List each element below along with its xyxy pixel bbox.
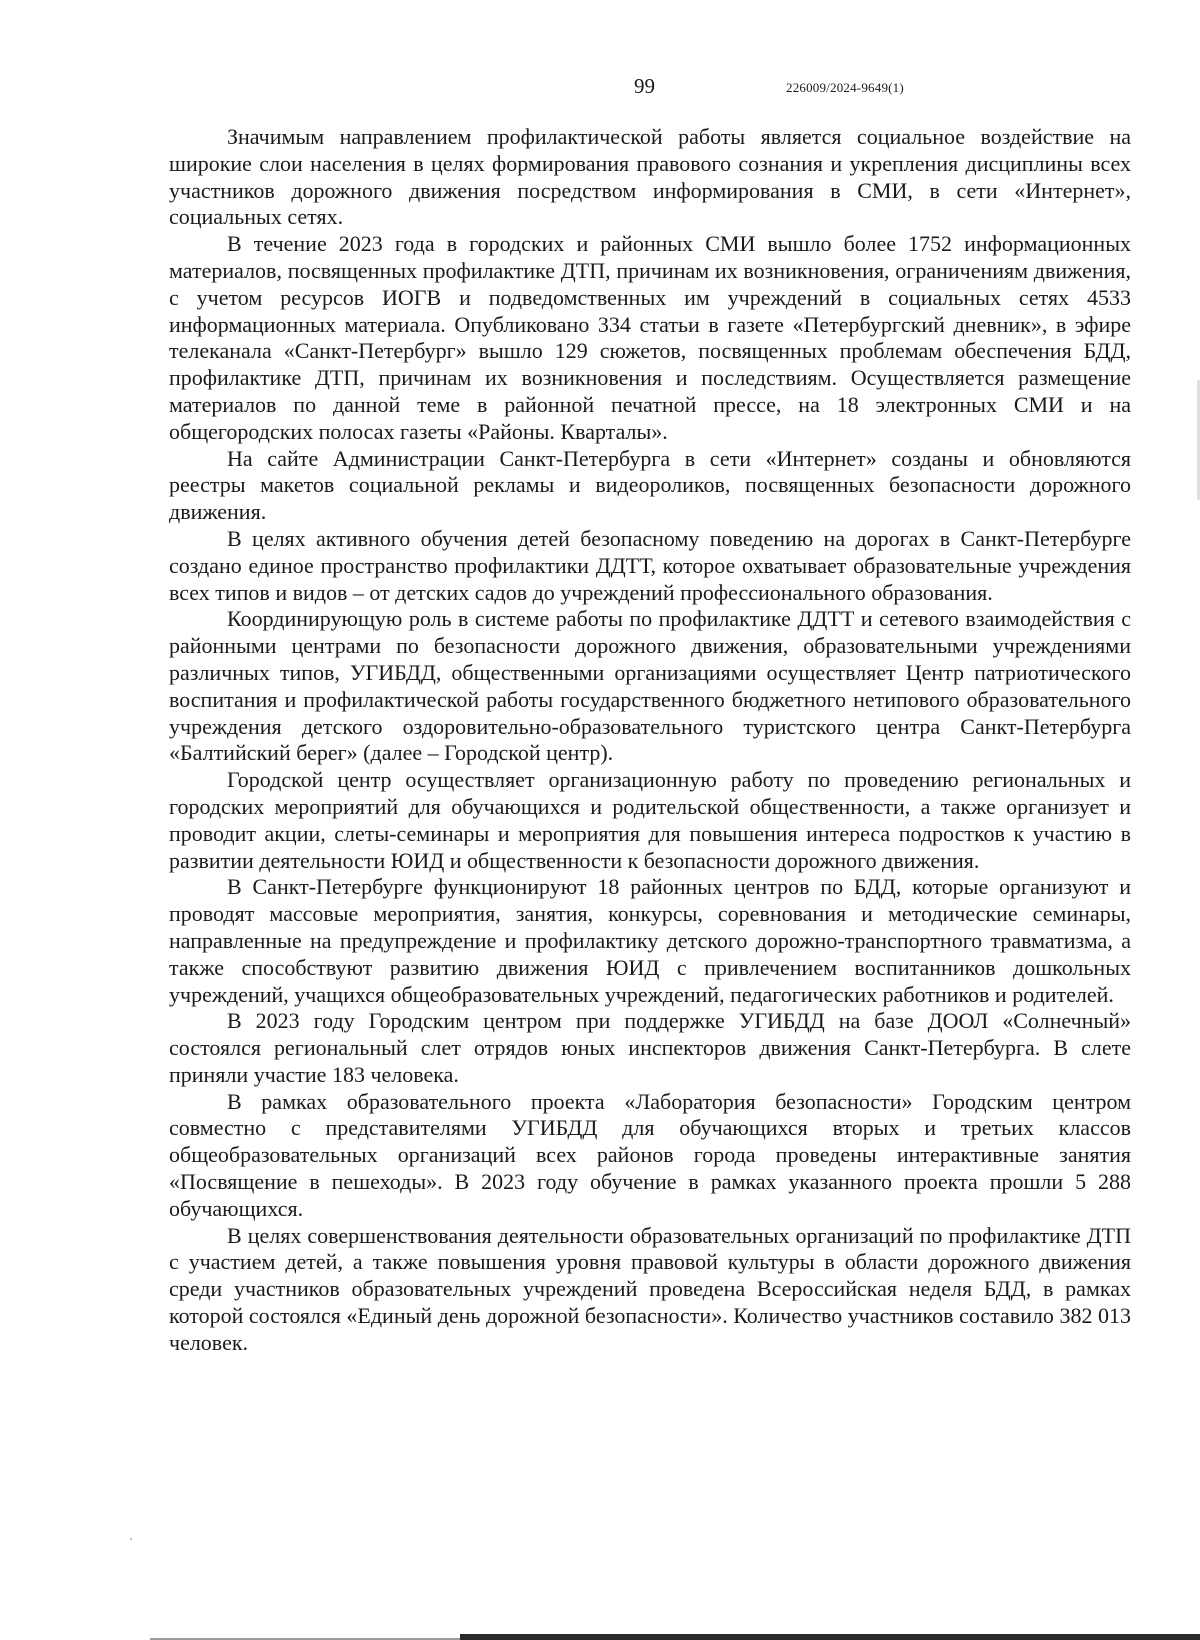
scan-bottom-edge bbox=[460, 1634, 1200, 1640]
paragraph: В течение 2023 года в городских и районных СМИ вышло более 1752 информационных материалов, посвященных профилактике ДТП, причинам их возникновения, ограничениям движения, с учетом ресурсов ИОГВ и подведомственных им учреждений в социальных сетях 4533 информационных материала. Опубликовано 334 статьи в газете «Петербургский дневник», в эфире телеканала «Санкт-Петербург» вышло 129 сюжетов, посвященных проблемам обеспечения БДД, профилактике ДТП, причинам их возникновения и последствиям. Осуществляется размещение материалов по данной теме в районной печатной прессе, на 18 электронных СМИ и на общегородских полосах газеты «Районы. Кварталы». bbox=[169, 231, 1131, 444]
paragraph: Городской центр осуществляет организационную работу по проведению региональных и городских мероприятий для обучающихся и родительской общественности, а также организует и проводит акции, слеты-семинары и мероприятия для повышения интереса подростков к участию в развитии деятельности ЮИД и общественности к безопасности дорожного движения. bbox=[169, 767, 1131, 873]
document-id: 226009/2024-9649(1) bbox=[786, 80, 904, 95]
paragraph: На сайте Администрации Санкт-Петербурга в сети «Интернет» созданы и обновляются реестры макетов социальной рекламы и видеороликов, посвященных безопасности дорожного движения. bbox=[169, 445, 1131, 525]
paragraph: В Санкт-Петербурге функционируют 18 районных центров по БДД, которые организуют и проводят массовые мероприятия, занятия, конкурсы, соревнования и методические семинары, направленные на предупреждение и профилактику детского дорожно-транспортного травматизма, а также способствуют развитию движения ЮИД с привлечением воспитанников дошкольных учреждений, учащихся общеобразовательных учреждений, педагогических работников и родителей. bbox=[169, 874, 1131, 1007]
paragraph: Координирующую роль в системе работы по профилактике ДДТТ и сетевого взаимодействия с районными центрами по безопасности дорожного движения, образовательными учреждениями различных типов, УГИБДД, общественными организациями осуществляет Центр патриотического воспитания и профилактической работы государственного бюджетного нетипового образовательного учреждения детского оздоровительно-образовательного туристского центра Санкт-Петербурга «Балтийский берег» (далее – Городской центр). bbox=[169, 606, 1131, 766]
scan-speck bbox=[130, 1538, 132, 1540]
paragraph: В целях совершенствования деятельности образовательных организаций по профилактике ДТП с участием детей, а также повышения уровня правовой культуры в области дорожного движения среди участников образовательных учреждений проведена Всероссийская неделя БДД, в рамках которой состоялся «Единый день дорожной безопасности». Количество участников составило 382 013 человек. bbox=[169, 1222, 1131, 1355]
paragraph: В целях активного обучения детей безопасному поведению на дорогах в Санкт-Петербурге создано единое пространство профилактики ДДТТ, которое охватывает образовательные учреждения всех типов и видов – от детских садов до учреждений профессионального образования. bbox=[169, 525, 1131, 605]
page-number: 99 bbox=[634, 74, 655, 98]
paragraph: В рамках образовательного проекта «Лаборатория безопасности» Городским центром совместно с представителями УГИБДД для обучающихся вторых и третьих классов общеобразовательных организаций всех районов города проведены интерактивные занятия «Посвящение в пешеходы». В 2023 году обучение в рамках указанного проекта прошли 5 288 обучающихся. bbox=[169, 1088, 1131, 1221]
document-body bbox=[169, 124, 1131, 1357]
paragraph: В 2023 году Городским центром при поддержке УГИБДД на базе ДООЛ «Солнечный» состоялся региональный слет отрядов юных инспекторов движения Санкт-Петербурга. В слете приняли участие 183 человека. bbox=[169, 1008, 1131, 1087]
paragraph: Значимым направлением профилактической работы является социальное воздействие на широкие слои населения в целях формирования правового сознания и укрепления дисциплины всех участников дорожного движения посредством информирования в СМИ, в сети «Интернет», социальных сетях. bbox=[169, 124, 1131, 230]
